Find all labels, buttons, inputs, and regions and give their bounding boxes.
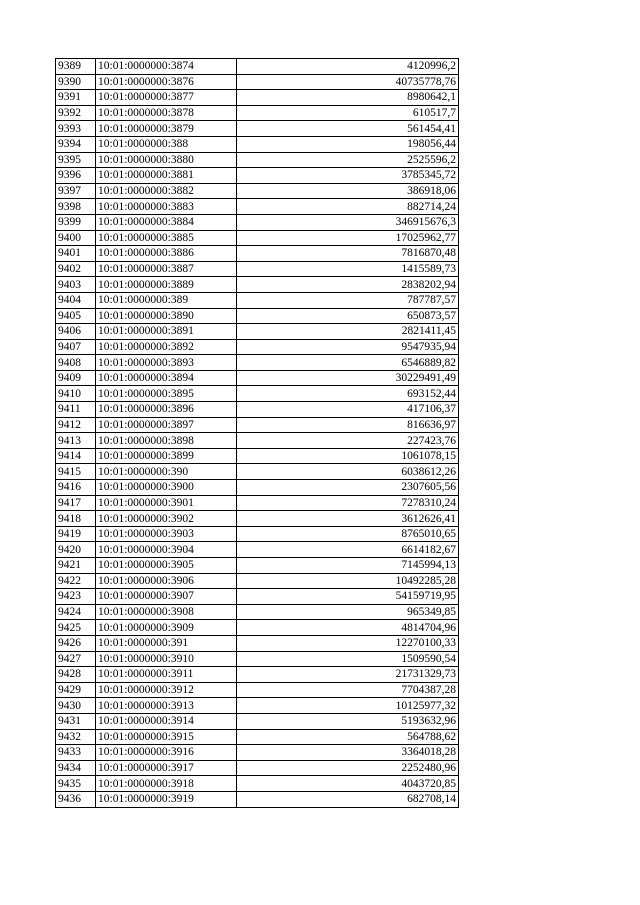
cadastral-code-cell: 10:01:0000000:3884 <box>96 214 237 230</box>
value-cell: 386918,06 <box>237 183 459 199</box>
value-cell: 6546889,82 <box>237 355 459 371</box>
value-cell: 10492285,28 <box>237 573 459 589</box>
value-cell: 1509590,54 <box>237 651 459 667</box>
table-row <box>56 760 459 776</box>
table-row <box>56 495 459 511</box>
value-cell: 346915676,3 <box>237 214 459 230</box>
value-cell: 6614182,67 <box>237 542 459 558</box>
table-row <box>56 651 459 667</box>
row-number-cell: 9403 <box>56 277 96 293</box>
table-row <box>56 152 459 168</box>
value-cell: 8765010,65 <box>237 526 459 542</box>
row-number-cell: 9434 <box>56 760 96 776</box>
value-cell: 4814704,96 <box>237 620 459 636</box>
table-row <box>56 558 459 574</box>
value-cell: 12270100,33 <box>237 635 459 651</box>
table-row <box>56 402 459 418</box>
cadastral-code-cell: 10:01:0000000:3914 <box>96 713 237 729</box>
cadastral-code-cell: 10:01:0000000:3892 <box>96 339 237 355</box>
cadastral-code-cell: 10:01:0000000:3894 <box>96 370 237 386</box>
value-cell: 10125977,32 <box>237 698 459 714</box>
cadastral-code-cell: 10:01:0000000:3910 <box>96 651 237 667</box>
row-number-cell: 9429 <box>56 682 96 698</box>
row-number-cell: 9409 <box>56 370 96 386</box>
row-number-cell: 9436 <box>56 791 96 807</box>
row-number-cell: 9431 <box>56 713 96 729</box>
cadastral-code-cell: 10:01:0000000:3909 <box>96 620 237 636</box>
table-row <box>56 183 459 199</box>
cadastral-code-cell: 10:01:0000000:3874 <box>96 59 237 75</box>
value-cell: 227423,76 <box>237 433 459 449</box>
cadastral-code-cell: 10:01:0000000:3881 <box>96 168 237 184</box>
cadastral-code-cell: 10:01:0000000:3911 <box>96 667 237 683</box>
table-row <box>56 511 459 527</box>
row-number-cell: 9399 <box>56 214 96 230</box>
table-row <box>56 168 459 184</box>
row-number-cell: 9412 <box>56 417 96 433</box>
row-number-cell: 9407 <box>56 339 96 355</box>
cadastral-code-cell: 10:01:0000000:3903 <box>96 526 237 542</box>
row-number-cell: 9394 <box>56 136 96 152</box>
row-number-cell: 9396 <box>56 168 96 184</box>
cadastral-code-cell: 10:01:0000000:3898 <box>96 433 237 449</box>
value-cell: 3785345,72 <box>237 168 459 184</box>
value-cell: 9547935,94 <box>237 339 459 355</box>
cadastral-code-cell: 10:01:0000000:3876 <box>96 74 237 90</box>
table-row <box>56 261 459 277</box>
table-row <box>56 105 459 121</box>
table-row <box>56 713 459 729</box>
row-number-cell: 9432 <box>56 729 96 745</box>
table-row <box>56 386 459 402</box>
table-row <box>56 355 459 371</box>
table-row <box>56 667 459 683</box>
table-row <box>56 729 459 745</box>
value-cell: 561454,41 <box>237 121 459 137</box>
table-row <box>56 308 459 324</box>
cadastral-code-cell: 10:01:0000000:3917 <box>96 760 237 776</box>
cadastral-code-cell: 10:01:0000000:3902 <box>96 511 237 527</box>
table-row <box>56 199 459 215</box>
table-row <box>56 339 459 355</box>
value-cell: 7704387,28 <box>237 682 459 698</box>
row-number-cell: 9414 <box>56 448 96 464</box>
value-cell: 3364018,28 <box>237 745 459 761</box>
table-row <box>56 682 459 698</box>
table-row <box>56 589 459 605</box>
table-body <box>56 59 459 808</box>
row-number-cell: 9400 <box>56 230 96 246</box>
value-cell: 4120996,2 <box>237 59 459 75</box>
table-row <box>56 464 459 480</box>
row-number-cell: 9392 <box>56 105 96 121</box>
cadastral-code-cell: 10:01:0000000:3897 <box>96 417 237 433</box>
row-number-cell: 9411 <box>56 402 96 418</box>
value-cell: 6038612,26 <box>237 464 459 480</box>
row-number-cell: 9427 <box>56 651 96 667</box>
table-row <box>56 214 459 230</box>
cadastral-code-cell: 10:01:0000000:3913 <box>96 698 237 714</box>
value-cell: 8980642,1 <box>237 90 459 106</box>
row-number-cell: 9405 <box>56 308 96 324</box>
table-row <box>56 370 459 386</box>
row-number-cell: 9390 <box>56 74 96 90</box>
cadastral-code-cell: 10:01:0000000:3899 <box>96 448 237 464</box>
value-cell: 2821411,45 <box>237 324 459 340</box>
cadastral-code-cell: 10:01:0000000:3887 <box>96 261 237 277</box>
value-cell: 2252480,96 <box>237 760 459 776</box>
row-number-cell: 9404 <box>56 292 96 308</box>
value-cell: 7816870,48 <box>237 246 459 262</box>
cadastral-code-cell: 10:01:0000000:3889 <box>96 277 237 293</box>
value-cell: 2525596,2 <box>237 152 459 168</box>
value-cell: 2307605,56 <box>237 480 459 496</box>
value-cell: 30229491,49 <box>237 370 459 386</box>
table-row <box>56 324 459 340</box>
value-cell: 7145994,13 <box>237 558 459 574</box>
row-number-cell: 9398 <box>56 199 96 215</box>
table-row <box>56 448 459 464</box>
value-cell: 2838202,94 <box>237 277 459 293</box>
row-number-cell: 9422 <box>56 573 96 589</box>
row-number-cell: 9424 <box>56 604 96 620</box>
row-number-cell: 9416 <box>56 480 96 496</box>
table-row <box>56 698 459 714</box>
table-row <box>56 604 459 620</box>
row-number-cell: 9418 <box>56 511 96 527</box>
data-table <box>55 58 459 808</box>
value-cell: 54159719,95 <box>237 589 459 605</box>
cadastral-code-cell: 10:01:0000000:3880 <box>96 152 237 168</box>
row-number-cell: 9395 <box>56 152 96 168</box>
cadastral-code-cell: 10:01:0000000:3895 <box>96 386 237 402</box>
value-cell: 882714,24 <box>237 199 459 215</box>
row-number-cell: 9397 <box>56 183 96 199</box>
value-cell: 3612626,41 <box>237 511 459 527</box>
table-row <box>56 292 459 308</box>
table-row <box>56 745 459 761</box>
table-row <box>56 136 459 152</box>
cadastral-code-cell: 10:01:0000000:389 <box>96 292 237 308</box>
cadastral-code-cell: 10:01:0000000:3890 <box>96 308 237 324</box>
table-row <box>56 433 459 449</box>
table-row <box>56 791 459 807</box>
cadastral-code-cell: 10:01:0000000:3906 <box>96 573 237 589</box>
row-number-cell: 9428 <box>56 667 96 683</box>
row-number-cell: 9435 <box>56 776 96 792</box>
table-row <box>56 620 459 636</box>
cadastral-code-cell: 10:01:0000000:3915 <box>96 729 237 745</box>
cadastral-code-cell: 10:01:0000000:388 <box>96 136 237 152</box>
table-row <box>56 776 459 792</box>
value-cell: 17025962,77 <box>237 230 459 246</box>
cadastral-code-cell: 10:01:0000000:391 <box>96 635 237 651</box>
row-number-cell: 9413 <box>56 433 96 449</box>
table-row <box>56 277 459 293</box>
cadastral-code-cell: 10:01:0000000:3893 <box>96 355 237 371</box>
table-row <box>56 246 459 262</box>
cadastral-code-cell: 10:01:0000000:3879 <box>96 121 237 137</box>
cadastral-code-cell: 10:01:0000000:3891 <box>96 324 237 340</box>
value-cell: 7278310,24 <box>237 495 459 511</box>
row-number-cell: 9402 <box>56 261 96 277</box>
row-number-cell: 9426 <box>56 635 96 651</box>
value-cell: 40735778,76 <box>237 74 459 90</box>
value-cell: 787787,57 <box>237 292 459 308</box>
value-cell: 693152,44 <box>237 386 459 402</box>
cadastral-code-cell: 10:01:0000000:3918 <box>96 776 237 792</box>
value-cell: 816636,97 <box>237 417 459 433</box>
value-cell: 1061078,15 <box>237 448 459 464</box>
cadastral-code-cell: 10:01:0000000:390 <box>96 464 237 480</box>
table-row <box>56 635 459 651</box>
table-row <box>56 74 459 90</box>
cadastral-code-cell: 10:01:0000000:3907 <box>96 589 237 605</box>
row-number-cell: 9425 <box>56 620 96 636</box>
value-cell: 21731329,73 <box>237 667 459 683</box>
row-number-cell: 9433 <box>56 745 96 761</box>
cadastral-code-cell: 10:01:0000000:3878 <box>96 105 237 121</box>
table-row <box>56 542 459 558</box>
value-cell: 682708,14 <box>237 791 459 807</box>
row-number-cell: 9430 <box>56 698 96 714</box>
table-row <box>56 573 459 589</box>
value-cell: 198056,44 <box>237 136 459 152</box>
table-row <box>56 526 459 542</box>
table-row <box>56 121 459 137</box>
cadastral-code-cell: 10:01:0000000:3885 <box>96 230 237 246</box>
cadastral-code-cell: 10:01:0000000:3904 <box>96 542 237 558</box>
cadastral-code-cell: 10:01:0000000:3900 <box>96 480 237 496</box>
value-cell: 417106,37 <box>237 402 459 418</box>
row-number-cell: 9401 <box>56 246 96 262</box>
row-number-cell: 9423 <box>56 589 96 605</box>
row-number-cell: 9389 <box>56 59 96 75</box>
table-row <box>56 230 459 246</box>
cadastral-code-cell: 10:01:0000000:3908 <box>96 604 237 620</box>
row-number-cell: 9406 <box>56 324 96 340</box>
value-cell: 564788,62 <box>237 729 459 745</box>
row-number-cell: 9408 <box>56 355 96 371</box>
value-cell: 5193632,96 <box>237 713 459 729</box>
row-number-cell: 9417 <box>56 495 96 511</box>
row-number-cell: 9391 <box>56 90 96 106</box>
value-cell: 650873,57 <box>237 308 459 324</box>
cadastral-code-cell: 10:01:0000000:3916 <box>96 745 237 761</box>
cadastral-code-cell: 10:01:0000000:3877 <box>96 90 237 106</box>
row-number-cell: 9421 <box>56 558 96 574</box>
table-row <box>56 90 459 106</box>
table-row <box>56 417 459 433</box>
value-cell: 965349,85 <box>237 604 459 620</box>
cadastral-code-cell: 10:01:0000000:3882 <box>96 183 237 199</box>
row-number-cell: 9410 <box>56 386 96 402</box>
row-number-cell: 9419 <box>56 526 96 542</box>
row-number-cell: 9393 <box>56 121 96 137</box>
cadastral-code-cell: 10:01:0000000:3896 <box>96 402 237 418</box>
row-number-cell: 9415 <box>56 464 96 480</box>
cadastral-code-cell: 10:01:0000000:3886 <box>96 246 237 262</box>
cadastral-code-cell: 10:01:0000000:3919 <box>96 791 237 807</box>
value-cell: 1415589,73 <box>237 261 459 277</box>
row-number-cell: 9420 <box>56 542 96 558</box>
table-row <box>56 480 459 496</box>
cadastral-code-cell: 10:01:0000000:3912 <box>96 682 237 698</box>
cadastral-code-cell: 10:01:0000000:3905 <box>96 558 237 574</box>
cadastral-code-cell: 10:01:0000000:3883 <box>96 199 237 215</box>
table-row <box>56 59 459 75</box>
cadastral-code-cell: 10:01:0000000:3901 <box>96 495 237 511</box>
value-cell: 610517,7 <box>237 105 459 121</box>
value-cell: 4043720,85 <box>237 776 459 792</box>
